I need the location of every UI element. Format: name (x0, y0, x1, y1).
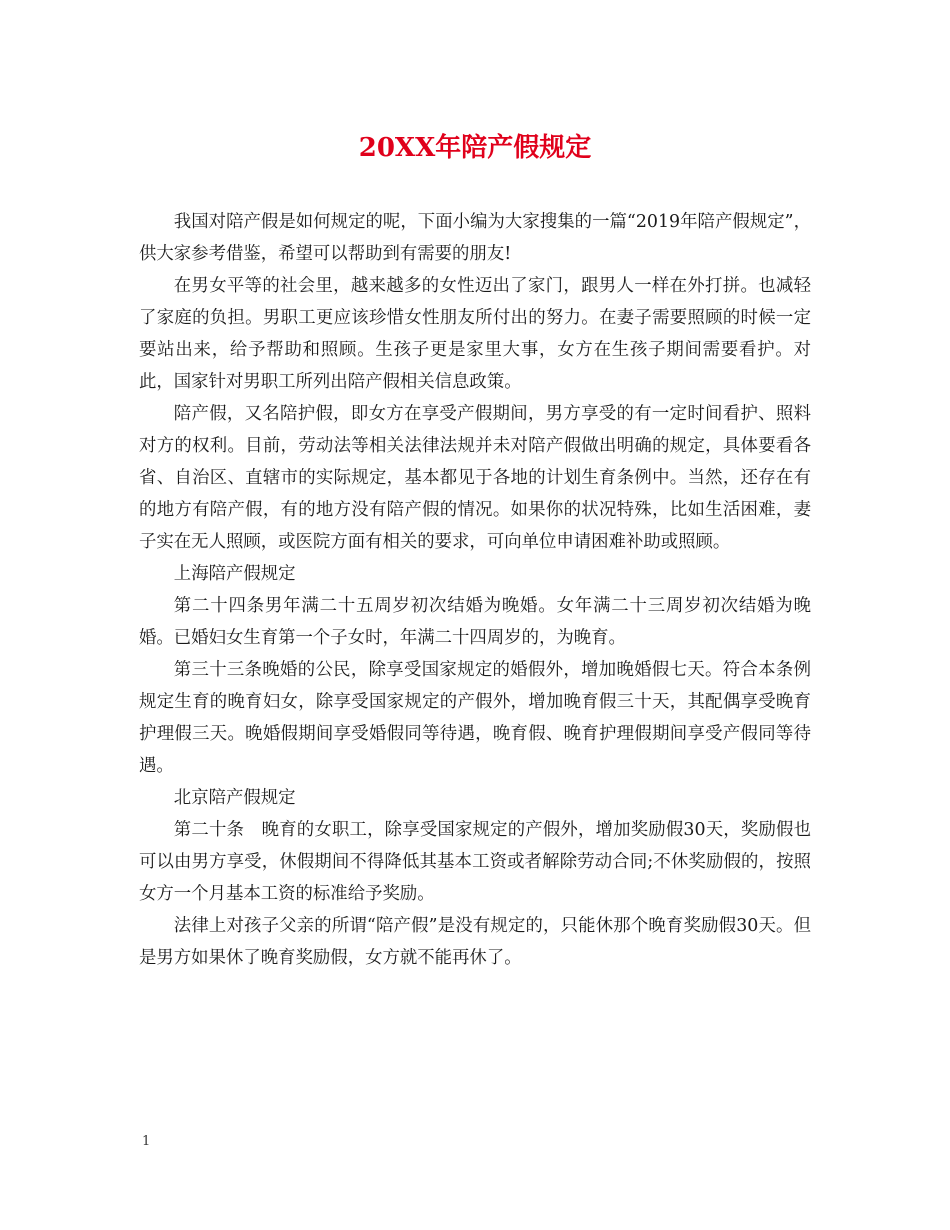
paragraph-shanghai-article-24: 第二十四条男年满二十五周岁初次结婚为晚婚。女年满二十三周岁初次结婚为晚婚。已婚妇女生育第一个子女时，年满二十四周岁的，为晚育。 (139, 596, 811, 648)
section-heading-beijing: 北京陪产假规定 (173, 788, 296, 808)
document-body (139, 206, 811, 974)
page-number: 1 (142, 1134, 151, 1149)
document-title: 20XX年陪产假规定 (358, 133, 592, 163)
section-heading-shanghai: 上海陪产假规定 (173, 564, 296, 584)
paragraph-background: 在男女平等的社会里，越来越多的女性迈出了家门，跟男人一样在外打拼。也减轻了家庭的负担。男职工更应该珍惜女性朋友所付出的努力。在妻子需要照顾的时候一定要站出来，给予帮助和照顾。生孩子更是家里大事，女方在生孩子期间需要看护。对此，国家针对男职工所列出陪产假相关信息政策。 (139, 276, 811, 392)
paragraph-beijing-article-20: 第二十条 晚育的女职工，除享受国家规定的产假外，增加奖励假30天，奖励假也可以由男方享受，休假期间不得降低其基本工资或者解除劳动合同;不休奖励假的，按照女方一个月基本工资的标准给予奖励。 (139, 820, 811, 904)
paragraph-conclusion: 法律上对孩子父亲的所谓“陪产假”是没有规定的，只能休那个晚育奖励假30天。但是男方如果休了晚育奖励假，女方就不能再休了。 (139, 916, 811, 968)
paragraph-definition: 陪产假，又名陪护假，即女方在享受产假期间，男方享受的有一定时间看护、照料对方的权利。目前，劳动法等相关法律法规并未对陪产假做出明确的规定，具体要看各省、自治区、直辖市的实际规定，基本都见于各地的计划生育条例中。当然，还存在有的地方有陪产假，有的地方没有陪产假的情况。如果你的状况特殊，比如生活困难，妻子实在无人照顾，或医院方面有相关的要求，可向单位申请困难补助或照顾。 (139, 404, 811, 552)
paragraph-intro: 我国对陪产假是如何规定的呢，下面小编为大家搜集的一篇“2019年陪产假规定”，供大家参考借鉴，希望可以帮助到有需要的朋友! (139, 212, 811, 264)
paragraph-shanghai-article-33: 第三十三条晚婚的公民，除享受国家规定的婚假外，增加晚婚假七天。符合本条例规定生育的晚育妇女，除享受国家规定的产假外，增加晚育假三十天，其配偶享受晚育护理假三天。晚婚假期间享受婚假同等待遇，晚育假、晚育护理假期间享受产假同等待遇。 (139, 660, 811, 776)
